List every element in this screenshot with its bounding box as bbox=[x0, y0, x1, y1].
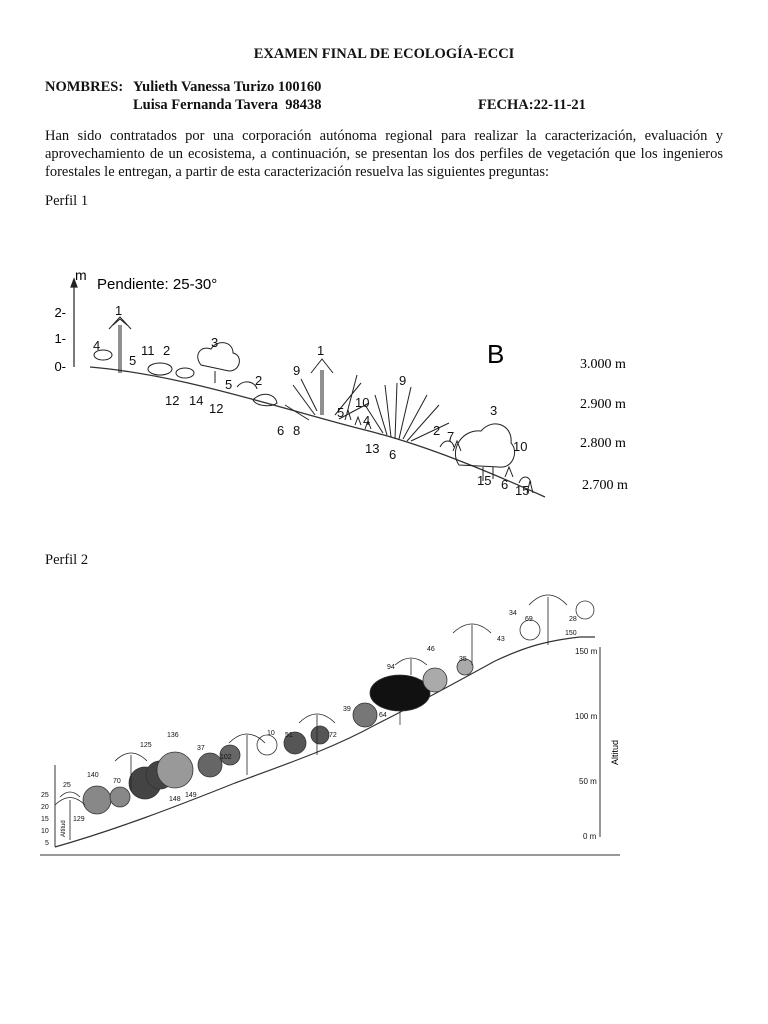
altitude-label: 2.900 m bbox=[580, 397, 626, 412]
species-number: 34 bbox=[509, 610, 517, 617]
species-number: 15 bbox=[477, 473, 492, 488]
species-number: 43 bbox=[497, 636, 505, 643]
species-number: 150 bbox=[565, 630, 577, 637]
species-number: 1 bbox=[115, 303, 123, 318]
species-number: 3 bbox=[490, 403, 498, 418]
perfil-1-axis-unit: m bbox=[75, 267, 87, 283]
species-number: 11 bbox=[141, 343, 155, 358]
species-number: 10 bbox=[267, 730, 275, 737]
names-label: NOMBRES: bbox=[45, 79, 124, 95]
species-number: 64 bbox=[379, 712, 387, 719]
species-number: 6 bbox=[501, 477, 509, 492]
perfil-1-tick: 1- bbox=[54, 331, 66, 346]
species-number: 125 bbox=[140, 742, 152, 749]
species-number: 136 bbox=[167, 732, 179, 739]
species-number: 140 bbox=[87, 772, 99, 779]
species-number: 149 bbox=[185, 792, 197, 799]
forest-sketches bbox=[55, 595, 594, 840]
species-number: 2 bbox=[163, 343, 171, 358]
species-number: 6 bbox=[389, 447, 397, 462]
perfil-2-figure bbox=[35, 575, 635, 865]
species-number: 3 bbox=[211, 335, 219, 350]
altitude-tick: 150 m bbox=[575, 647, 598, 656]
species-number: 46 bbox=[427, 646, 435, 653]
left-tick: 25 bbox=[41, 792, 49, 799]
species-number: 12 bbox=[209, 401, 224, 416]
altitude-axis-title: Altitud bbox=[610, 739, 620, 765]
species-number: 5 bbox=[225, 377, 233, 392]
perfil-1-tick: 0- bbox=[54, 359, 66, 374]
species-number: 7 bbox=[447, 429, 455, 444]
species-number: 37 bbox=[197, 745, 205, 752]
species-number: 8 bbox=[293, 423, 301, 438]
species-number: 1 bbox=[317, 343, 325, 358]
intro-paragraph: Han sido contratados por una corporación autónoma regional para realizar la caracterización, evaluación y aprovechamiento de un ecosistema, a continuación, se presentan los dos perfiles de vegetación que los ingenieros forestales le entregan, a partir de esta caracterización resuelva las siguientes preguntas: bbox=[45, 128, 723, 180]
species-number: 5 bbox=[337, 405, 345, 420]
species-number: 102 bbox=[220, 754, 232, 761]
student-name-2: Luisa Fernanda Tavera 98438 bbox=[133, 97, 322, 113]
species-number: 72 bbox=[329, 732, 337, 739]
species-number: 39 bbox=[343, 706, 351, 713]
species-number: 28 bbox=[569, 616, 577, 623]
species-number: 148 bbox=[169, 796, 181, 803]
species-number: 14 bbox=[189, 393, 204, 408]
left-tick: 15 bbox=[41, 816, 49, 823]
exam-title: EXAMEN FINAL DE ECOLOGÍA-ECCI bbox=[253, 46, 515, 62]
species-number: 69 bbox=[525, 616, 533, 623]
species-number: 4 bbox=[93, 338, 101, 353]
species-number: 15 bbox=[515, 483, 530, 498]
species-number: 10 bbox=[355, 395, 370, 410]
species-number: 12 bbox=[165, 393, 180, 408]
species-number: 5 bbox=[129, 353, 137, 368]
altitude-label: 3.000 m bbox=[580, 357, 626, 372]
altitude-label: 2.700 m bbox=[582, 478, 628, 493]
perfil-1-axis bbox=[71, 279, 77, 367]
perfil-2-label: Perfil 2 bbox=[45, 552, 89, 568]
left-tick: 20 bbox=[41, 804, 49, 811]
species-number: 9 bbox=[293, 363, 301, 378]
species-number: 25 bbox=[63, 782, 71, 789]
altitude-tick: 0 m bbox=[583, 832, 597, 841]
vegetation-sketches bbox=[94, 317, 533, 493]
panel-letter: B bbox=[487, 339, 505, 369]
perfil-1-tick: 2- bbox=[54, 305, 66, 320]
species-number: 6 bbox=[277, 423, 285, 438]
left-tick: 5 bbox=[45, 840, 49, 847]
altitude-tick: 100 m bbox=[575, 712, 598, 721]
species-number: 4 bbox=[363, 413, 371, 428]
species-number: 13 bbox=[365, 441, 380, 456]
species-number: 2 bbox=[255, 373, 263, 388]
left-axis-title: Altitud bbox=[61, 820, 67, 837]
species-number: 2 bbox=[433, 423, 441, 438]
perfil-1-label: Perfil 1 bbox=[45, 193, 89, 209]
student-name-1: Yulieth Vanessa Turizo 100160 bbox=[133, 79, 322, 95]
species-number: 94 bbox=[387, 664, 395, 671]
exam-date: FECHA:22-11-21 bbox=[478, 97, 586, 113]
species-number: 51 bbox=[285, 732, 293, 739]
left-tick: 10 bbox=[41, 828, 49, 835]
slope-label: Pendiente: 25-30° bbox=[97, 276, 218, 293]
perfil-1-figure bbox=[35, 255, 645, 535]
altitude-tick: 50 m bbox=[579, 777, 597, 786]
species-number: 9 bbox=[399, 373, 407, 388]
species-number: 35 bbox=[459, 656, 467, 663]
species-number: 129 bbox=[73, 816, 85, 823]
species-number: 70 bbox=[113, 778, 121, 785]
altitude-label: 2.800 m bbox=[580, 436, 626, 451]
species-number: 10 bbox=[513, 439, 528, 454]
